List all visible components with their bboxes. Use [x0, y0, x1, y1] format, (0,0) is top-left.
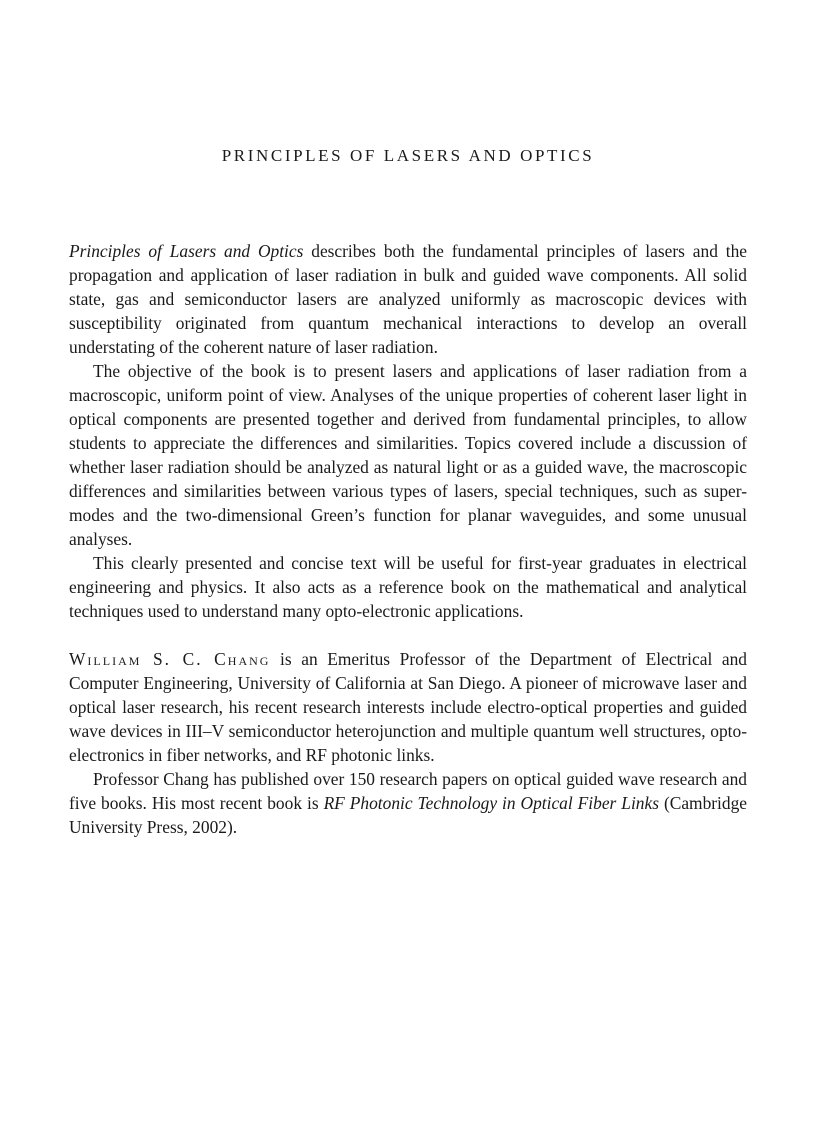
recent-book-title-italic: RF Photonic Technology in Optical Fiber Links — [323, 793, 659, 813]
author-bio-text: is an Emeritus Professor of the Department of Electrical and Computer Engineering, University of California at San Diego. A pioneer of microwave laser and optical laser research, his recent research interests include electro-optical properties and guided wave devices in III–V semiconductor heterojunction and multiple quantum well structures, opto-electronics in fiber networks, and RF photonic links. — [69, 649, 747, 765]
description-paragraph-1-text: describes both the fundamental principles of lasers and the propagation and application of laser radiation in bulk and guided wave components. All solid state, gas and semiconductor lasers are analyzed uniformly as macroscopic devices with susceptibility originated from quantum mechanical interactions to develop an overall understating of the coherent nature of laser radiation. — [69, 241, 748, 357]
page-title: PRINCIPLES OF LASERS AND OPTICS — [221, 146, 595, 165]
description-paragraph-3: This clearly presented and concise text will be useful for first-year graduates in electrical engineering and physics. It also acts as a reference book on the mathematical and analytical techniques used to understand many opto-electronic applications. — [69, 553, 747, 621]
author-bio-paragraph-2 — [69, 767, 747, 839]
author-bio-2-start: Professor Chang has published over 150 research papers on optical guided wave research and five books. His most recent book is — [69, 769, 747, 813]
blurb-text — [69, 239, 747, 839]
description-paragraph-1 — [69, 239, 747, 359]
book-title-italic: Principles of Lasers and Optics — [69, 241, 304, 261]
author-name: William S. C. Chang — [69, 649, 271, 669]
author-bio-paragraph-1 — [69, 647, 747, 767]
section-gap — [69, 623, 747, 647]
description-paragraph-2: The objective of the book is to present lasers and applications of laser radiation from a macroscopic, uniform point of view. Analyses of the unique properties of coherent laser light in optical components are presented together and derived from fundamental principles, to allow students to appreciate the differences and similarities. Topics covered include a discussion of whether laser radiation should be analyzed as natural light or as a guided wave, the macroscopic differences and similarities between various types of lasers, special techniques, such as super-modes and the two-dimensional Green’s function for planar waveguides, and some unusual analyses. — [69, 361, 747, 549]
author-bio-2-end: (Cambridge University Press, 2002). — [69, 793, 748, 837]
